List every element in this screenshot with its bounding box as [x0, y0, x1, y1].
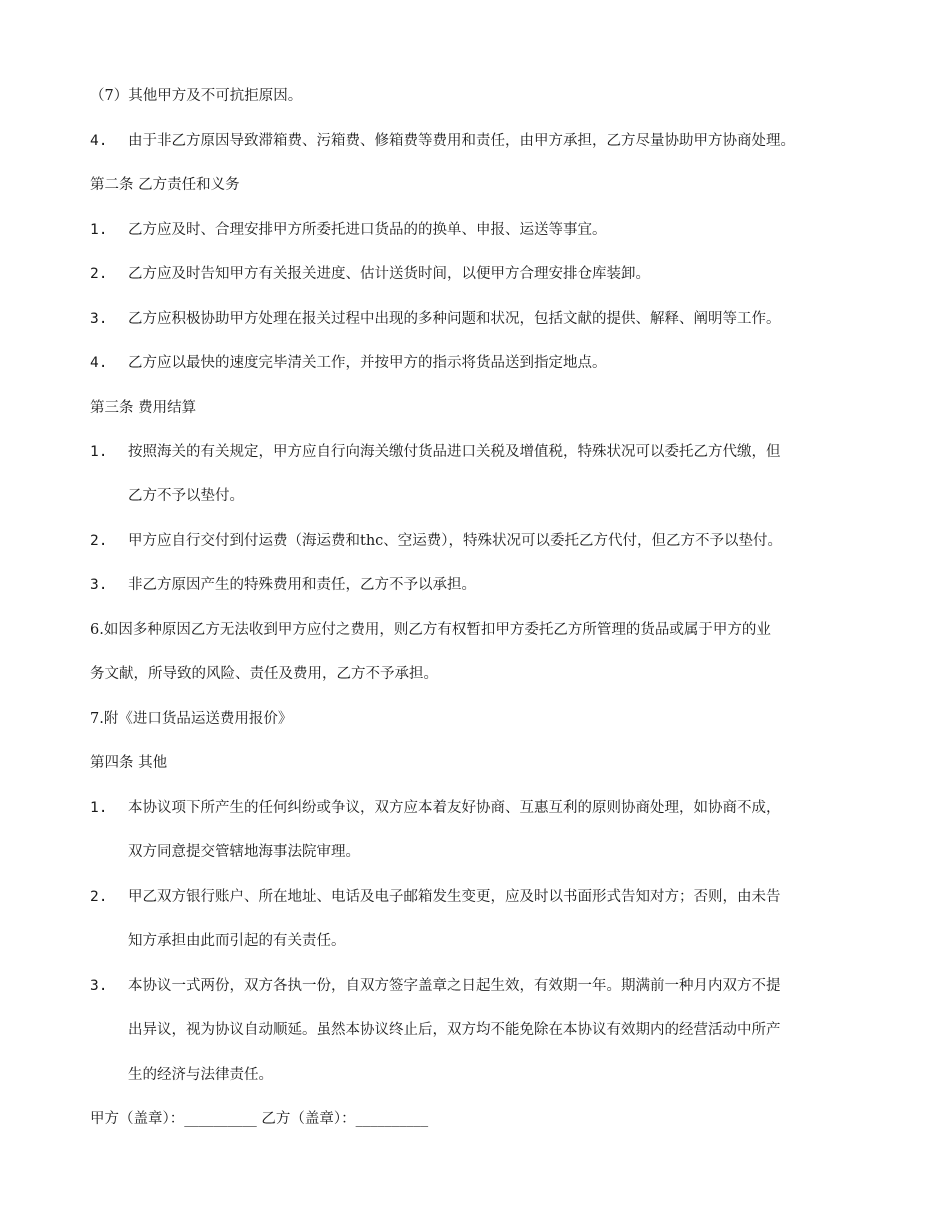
clause-item-7-attachment: 7.附《进口货品运送费用报价》	[90, 711, 293, 727]
item-number: 2.	[90, 533, 108, 549]
item-number: 2.	[90, 266, 108, 282]
clause-text: 本协议一式两份，双方各执一份，自双方签字盖章之日起生效，有效期一年。期满前一种月内双方不提	[128, 978, 781, 994]
clause-text: 乙方应及时告知甲方有关报关进度、估计送货时间，以便甲方合理安排仓库装卸。	[128, 266, 650, 282]
item-number: 3.	[90, 978, 108, 994]
clause-text-continued: 知方承担由此而引起的有关责任。	[128, 933, 346, 949]
item-number: 4.	[90, 355, 108, 371]
section-heading-3: 第三条 费用结算	[90, 400, 197, 416]
clause-item-6: 6.如因多种原因乙方无法收到甲方应付之费用，则乙方有权暂扣甲方委托乙方所管理的货品或属于甲方的业	[90, 622, 771, 638]
clause-text-continued: 双方同意提交管辖地海事法院审理。	[128, 844, 360, 860]
clause-text: 甲方应自行交付到付运费（海运费和thc、空运费），特殊状况可以委托乙方代付，但乙方不予以垫付。	[128, 533, 783, 549]
section-heading-2: 第二条 乙方责任和义务	[90, 177, 240, 193]
clause-text-continued: 生的经济与法律责任。	[128, 1067, 273, 1083]
clause-text: 非乙方原因产生的特殊费用和责任，乙方不予以承担。	[128, 577, 476, 593]
clause-text: 乙方应以最快的速度完毕清关工作，并按甲方的指示将货品送到指定地点。	[128, 355, 607, 371]
clause-text-continued: 出异议，视为协议自动顺延。虽然本协议终止后，双方均不能免除在本协议有效期内的经营活动中所产	[128, 1022, 781, 1038]
item-number: 2.	[90, 889, 108, 905]
item-number: 1.	[90, 444, 108, 460]
clause-item-6-continued: 务文献，所导致的风险、责任及费用，乙方不予承担。	[90, 666, 438, 682]
item-number: 1.	[90, 222, 108, 238]
clause-text-continued: 乙方不予以垫付。	[128, 488, 244, 504]
clause-text: 按照海关的有关规定，甲方应自行向海关缴付货品进口关税及增值税，特殊状况可以委托乙方代缴，但	[128, 444, 781, 460]
clause-item-7: （7）其他甲方及不可抗拒原因。	[90, 88, 303, 104]
clause-text: 本协议项下所产生的任何纠纷或争议，双方应本着友好协商、互惠互利的原则协商处理，如协商不成，	[128, 800, 781, 816]
clause-text: 乙方应积极协助甲方处理在报关过程中出现的多种问题和状况，包括文献的提供、解释、阐明等工作。	[128, 311, 781, 327]
clause-text: 乙方应及时、合理安排甲方所委托进口货品的的换单、申报、运送等事宜。	[128, 222, 607, 238]
item-number: 1.	[90, 800, 108, 816]
item-number: 3.	[90, 577, 108, 593]
clause-text: 由于非乙方原因导致滞箱费、污箱费、修箱费等费用和责任，由甲方承担，乙方尽量协助甲方协商处理。	[128, 133, 795, 149]
item-number: 3.	[90, 311, 108, 327]
signature-line: 甲方（盖章）：__________ 乙方（盖章）：__________	[90, 1111, 429, 1127]
section-heading-4: 第四条 其他	[90, 755, 168, 771]
item-number: 4.	[90, 133, 108, 149]
clause-text: 甲乙双方银行账户、所在地址、电话及电子邮箱发生变更，应及时以书面形式告知对方；否则，由未告	[128, 889, 781, 905]
